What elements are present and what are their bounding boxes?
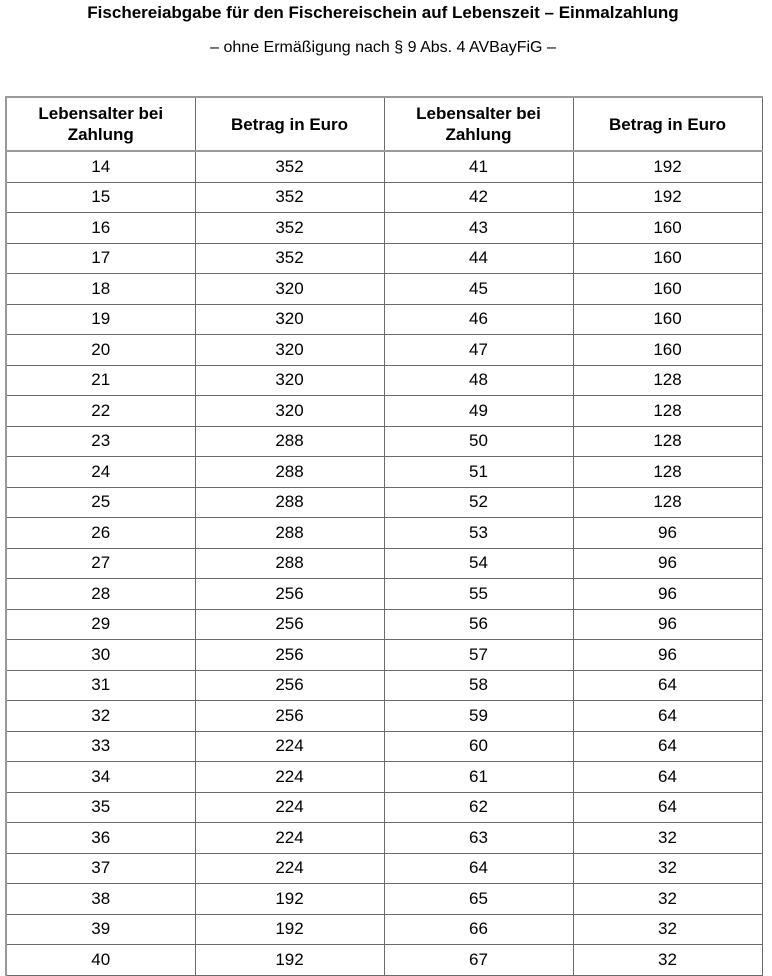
age-right-cell: 44 <box>384 243 573 274</box>
amount-left-cell: 352 <box>195 151 384 182</box>
age-left-cell: 24 <box>6 457 195 488</box>
table-row <box>6 945 762 976</box>
amount-right-cell: 32 <box>573 914 762 945</box>
amount-right-cell: 128 <box>573 457 762 488</box>
amount-left-cell: 224 <box>195 823 384 854</box>
age-left-cell: 19 <box>6 304 195 335</box>
amount-left-cell: 288 <box>195 426 384 457</box>
document-title: Fischereiabgabe für den Fischereischein auf Lebenszeit – Einmalzahlung <box>87 3 679 22</box>
table-row <box>6 487 762 518</box>
amount-left-cell: 320 <box>195 396 384 427</box>
amount-left-cell: 320 <box>195 365 384 396</box>
age-left-cell: 22 <box>6 396 195 427</box>
age-left-cell: 34 <box>6 762 195 793</box>
age-left-cell: 37 <box>6 853 195 884</box>
age-left-cell: 40 <box>6 945 195 976</box>
amount-right-cell: 64 <box>573 792 762 823</box>
amount-right-cell: 128 <box>573 426 762 457</box>
amount-right-cell: 128 <box>573 365 762 396</box>
table-row <box>6 701 762 732</box>
age-right-cell: 65 <box>384 884 573 915</box>
table-row <box>6 274 762 305</box>
amount-left-cell: 256 <box>195 701 384 732</box>
age-left-cell: 31 <box>6 670 195 701</box>
amount-right-cell: 64 <box>573 701 762 732</box>
table-row <box>6 670 762 701</box>
document-subtitle: – ohne Ermäßigung nach § 9 Abs. 4 AVBayFiG – <box>210 39 556 56</box>
amount-right-cell: 128 <box>573 396 762 427</box>
age-right-cell: 55 <box>384 579 573 610</box>
header-row <box>6 97 762 151</box>
age-right-cell: 54 <box>384 548 573 579</box>
age-right-cell: 42 <box>384 182 573 213</box>
table-row <box>6 426 762 457</box>
age-right-cell: 53 <box>384 518 573 549</box>
age-left-cell: 29 <box>6 609 195 640</box>
age-left-cell: 38 <box>6 884 195 915</box>
amount-left-cell: 288 <box>195 487 384 518</box>
age-right-cell: 45 <box>384 274 573 305</box>
age-left-cell: 23 <box>6 426 195 457</box>
age-right-cell: 52 <box>384 487 573 518</box>
age-right-cell: 47 <box>384 335 573 366</box>
age-left-cell: 36 <box>6 823 195 854</box>
table-row <box>6 365 762 396</box>
age-left-cell: 28 <box>6 579 195 610</box>
table-row <box>6 151 762 182</box>
table-row <box>6 213 762 244</box>
amount-left-cell: 352 <box>195 243 384 274</box>
amount-right-cell: 160 <box>573 274 762 305</box>
fee-table-header <box>6 97 762 151</box>
amount-left-cell: 288 <box>195 548 384 579</box>
table-row <box>6 335 762 366</box>
amount-right-cell: 160 <box>573 335 762 366</box>
age-left-cell: 15 <box>6 182 195 213</box>
fee-table-body <box>6 151 762 975</box>
amount-left-cell: 224 <box>195 792 384 823</box>
table-row <box>6 548 762 579</box>
age-right-cell: 66 <box>384 914 573 945</box>
table-row <box>6 853 762 884</box>
amount-right-cell: 160 <box>573 213 762 244</box>
fee-table <box>5 96 763 976</box>
age-right-cell: 62 <box>384 792 573 823</box>
amount-left-cell: 256 <box>195 640 384 671</box>
age-right-cell: 61 <box>384 762 573 793</box>
header-age-right: Lebensalter bei Zahlung <box>384 97 573 151</box>
age-right-cell: 57 <box>384 640 573 671</box>
amount-left-cell: 192 <box>195 945 384 976</box>
table-row <box>6 396 762 427</box>
age-left-cell: 16 <box>6 213 195 244</box>
amount-right-cell: 96 <box>573 609 762 640</box>
age-right-cell: 48 <box>384 365 573 396</box>
table-row <box>6 304 762 335</box>
table-row <box>6 457 762 488</box>
table-row <box>6 243 762 274</box>
amount-right-cell: 32 <box>573 884 762 915</box>
age-right-cell: 63 <box>384 823 573 854</box>
amount-right-cell: 64 <box>573 762 762 793</box>
amount-right-cell: 96 <box>573 640 762 671</box>
table-row <box>6 182 762 213</box>
table-row <box>6 792 762 823</box>
age-right-cell: 43 <box>384 213 573 244</box>
table-row <box>6 609 762 640</box>
age-left-cell: 33 <box>6 731 195 762</box>
age-right-cell: 58 <box>384 670 573 701</box>
amount-left-cell: 192 <box>195 884 384 915</box>
amount-left-cell: 256 <box>195 670 384 701</box>
age-left-cell: 39 <box>6 914 195 945</box>
amount-right-cell: 192 <box>573 151 762 182</box>
amount-left-cell: 320 <box>195 304 384 335</box>
age-left-cell: 21 <box>6 365 195 396</box>
age-left-cell: 27 <box>6 548 195 579</box>
age-right-cell: 64 <box>384 853 573 884</box>
amount-right-cell: 96 <box>573 548 762 579</box>
age-left-cell: 26 <box>6 518 195 549</box>
age-left-cell: 18 <box>6 274 195 305</box>
age-right-cell: 67 <box>384 945 573 976</box>
amount-left-cell: 256 <box>195 579 384 610</box>
amount-right-cell: 160 <box>573 243 762 274</box>
age-right-cell: 50 <box>384 426 573 457</box>
age-left-cell: 35 <box>6 792 195 823</box>
amount-right-cell: 32 <box>573 823 762 854</box>
age-left-cell: 14 <box>6 151 195 182</box>
amount-left-cell: 224 <box>195 853 384 884</box>
table-row <box>6 914 762 945</box>
amount-left-cell: 192 <box>195 914 384 945</box>
age-left-cell: 20 <box>6 335 195 366</box>
amount-left-cell: 320 <box>195 274 384 305</box>
age-right-cell: 56 <box>384 609 573 640</box>
amount-left-cell: 352 <box>195 182 384 213</box>
amount-right-cell: 128 <box>573 487 762 518</box>
table-row <box>6 640 762 671</box>
amount-left-cell: 224 <box>195 731 384 762</box>
age-right-cell: 60 <box>384 731 573 762</box>
amount-right-cell: 32 <box>573 945 762 976</box>
header-age-left: Lebensalter bei Zahlung <box>6 97 195 151</box>
amount-right-cell: 96 <box>573 579 762 610</box>
age-right-cell: 46 <box>384 304 573 335</box>
amount-left-cell: 288 <box>195 457 384 488</box>
amount-left-cell: 224 <box>195 762 384 793</box>
amount-right-cell: 64 <box>573 670 762 701</box>
amount-left-cell: 320 <box>195 335 384 366</box>
table-row <box>6 518 762 549</box>
amount-right-cell: 160 <box>573 304 762 335</box>
age-right-cell: 51 <box>384 457 573 488</box>
table-row <box>6 731 762 762</box>
header-amount-left: Betrag in Euro <box>195 97 384 151</box>
table-row <box>6 823 762 854</box>
age-right-cell: 41 <box>384 151 573 182</box>
header-amount-right: Betrag in Euro <box>573 97 762 151</box>
amount-left-cell: 352 <box>195 213 384 244</box>
amount-right-cell: 192 <box>573 182 762 213</box>
age-right-cell: 49 <box>384 396 573 427</box>
table-row <box>6 884 762 915</box>
age-right-cell: 59 <box>384 701 573 732</box>
amount-right-cell: 64 <box>573 731 762 762</box>
table-row <box>6 762 762 793</box>
amount-right-cell: 32 <box>573 853 762 884</box>
table-row <box>6 579 762 610</box>
amount-left-cell: 288 <box>195 518 384 549</box>
age-left-cell: 30 <box>6 640 195 671</box>
amount-right-cell: 96 <box>573 518 762 549</box>
amount-left-cell: 256 <box>195 609 384 640</box>
age-left-cell: 17 <box>6 243 195 274</box>
age-left-cell: 25 <box>6 487 195 518</box>
age-left-cell: 32 <box>6 701 195 732</box>
